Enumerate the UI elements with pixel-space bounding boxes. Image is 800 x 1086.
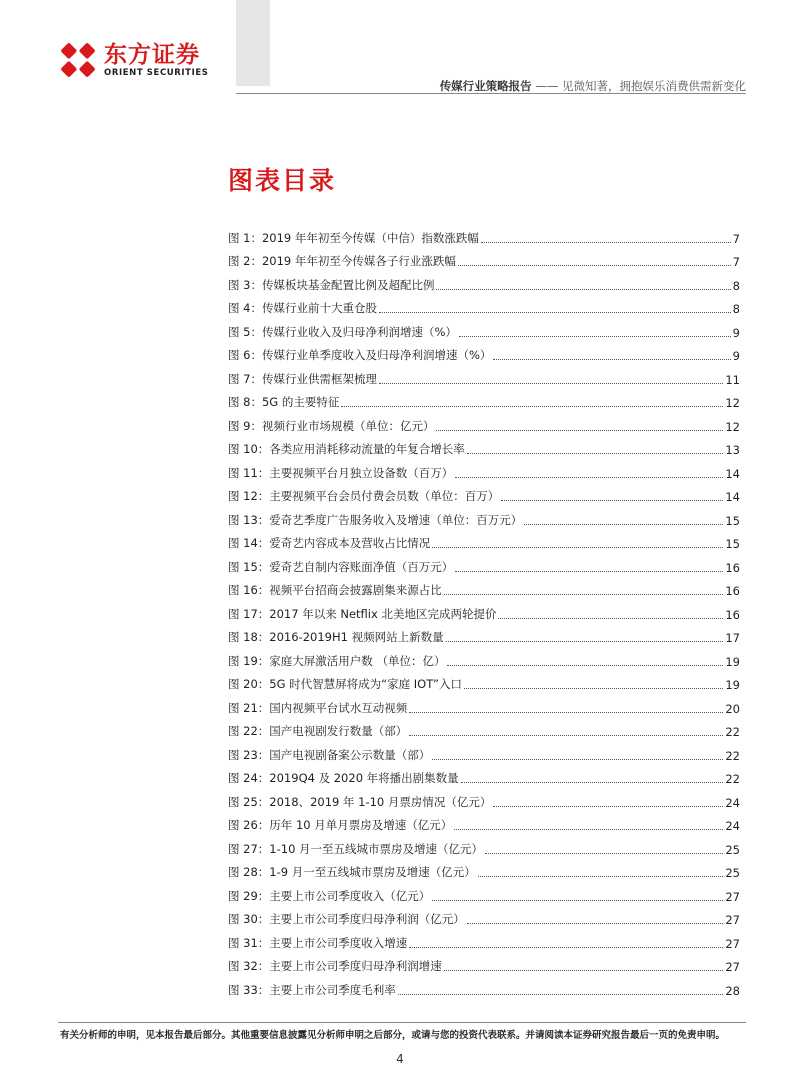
toc-entry[interactable] bbox=[228, 880, 740, 904]
toc-entry-number: 图 16： bbox=[228, 583, 270, 597]
toc-entry-number: 图 25： bbox=[228, 794, 270, 809]
toc-entry-title: 1-9 月一至五线城市票房及增速（亿元） bbox=[269, 865, 476, 879]
toc-entry-number: 图 5： bbox=[228, 324, 262, 339]
toc-entry-number: 图 8： bbox=[228, 395, 262, 409]
toc-entry-number: 图 15： bbox=[228, 559, 270, 574]
toc-entry-number: 图 18： bbox=[228, 630, 270, 644]
toc-entry-number: 图 26： bbox=[228, 818, 270, 832]
toc-entry-title: 视频行业市场规模（单位：亿元） bbox=[261, 418, 435, 433]
toc-entry[interactable] bbox=[228, 293, 740, 317]
toc-entry-number: 图 17： bbox=[228, 606, 270, 621]
toc-entry-page: 25 bbox=[725, 866, 740, 880]
toc-entry[interactable] bbox=[228, 645, 740, 669]
header-grey-block bbox=[236, 0, 270, 86]
toc-entry-title: 主要上市公司季度毛利率 bbox=[269, 982, 396, 997]
toc-entry-number: 图 24： bbox=[228, 771, 270, 785]
toc-entry-page: 12 bbox=[725, 396, 740, 410]
toc-entry-page: 27 bbox=[725, 960, 740, 974]
toc-entry-number: 图 7： bbox=[228, 371, 262, 386]
toc-entry-title: 历年 10 月单月票房及增速（亿元） bbox=[269, 818, 453, 832]
toc-entry-page: 22 bbox=[725, 725, 740, 739]
toc-dot-leader bbox=[379, 312, 731, 313]
toc-entry-number: 图 2： bbox=[228, 254, 262, 268]
toc-entry-title: 主要视频平台月独立设备数（百万） bbox=[269, 465, 454, 480]
toc-entry-title: 传媒板块基金配置比例及超配比例 bbox=[261, 277, 435, 292]
toc-entry[interactable] bbox=[228, 598, 740, 622]
toc-entry-title: 传媒行业前十大重仓股 bbox=[261, 301, 377, 315]
toc-dot-leader bbox=[498, 618, 723, 619]
toc-entry[interactable] bbox=[228, 974, 740, 998]
toc-dot-leader bbox=[467, 453, 724, 454]
toc-entry-title: 5G 时代智慧屏将成为“家庭 IOT”入口 bbox=[269, 677, 462, 691]
toc-entry-page: 20 bbox=[725, 701, 740, 716]
toc-entry-title: 传媒行业收入及归母净利润增速（%） bbox=[261, 324, 457, 339]
logo-chinese-name: 东方证券 bbox=[104, 41, 200, 68]
toc-dot-leader bbox=[524, 524, 723, 525]
toc-entry-number: 图 6： bbox=[228, 348, 262, 362]
toc-entry[interactable] bbox=[228, 810, 740, 834]
toc-dot-leader bbox=[341, 406, 723, 407]
toc-entry[interactable] bbox=[228, 692, 740, 716]
toc-entry-number: 图 9： bbox=[228, 418, 262, 433]
toc-dot-leader bbox=[467, 923, 724, 924]
toc-entry[interactable] bbox=[228, 622, 740, 646]
toc-entry-title: 主要上市公司季度归母净利润增速 bbox=[269, 959, 442, 973]
toc-entry-number: 图 20： bbox=[228, 677, 270, 691]
toc-entry-number: 图 19： bbox=[228, 653, 270, 668]
toc-entry[interactable] bbox=[228, 716, 740, 740]
toc-entry-page: 28 bbox=[725, 983, 740, 998]
toc-entry-title: 2018、2019 年 1-10 月票房情况（亿元） bbox=[269, 794, 492, 809]
toc-entry-page: 9 bbox=[732, 349, 740, 363]
toc-entry-page: 22 bbox=[725, 772, 740, 786]
toc-entry-title: 爱奇艺季度广告服务收入及增速（单位：百万元） bbox=[269, 512, 523, 527]
toc-entry[interactable] bbox=[228, 363, 740, 387]
toc-entry[interactable] bbox=[228, 927, 740, 951]
toc-entry-number: 图 23： bbox=[228, 747, 270, 762]
toc-entry-page: 8 bbox=[732, 302, 740, 316]
toc-entry[interactable] bbox=[228, 739, 740, 763]
toc-entry-title: 传媒行业单季度收入及归母净利润增速（%） bbox=[261, 348, 492, 362]
toc-entry-page: 16 bbox=[725, 560, 740, 575]
toc-dot-leader bbox=[436, 289, 730, 290]
toc-dot-leader bbox=[485, 853, 723, 854]
toc-entry[interactable] bbox=[228, 434, 740, 458]
toc-entry-number: 图 27： bbox=[228, 841, 270, 856]
toc-entry-page: 7 bbox=[732, 255, 740, 269]
report-type: 传媒行业策略报告 bbox=[439, 79, 532, 93]
toc-entry-number: 图 29： bbox=[228, 888, 270, 903]
toc-entry-title: 主要上市公司季度收入增速 bbox=[269, 935, 408, 950]
toc-entry-number: 图 22： bbox=[228, 724, 270, 738]
toc-entry-page: 14 bbox=[725, 466, 740, 481]
toc-entry-page: 9 bbox=[732, 325, 740, 340]
toc-entry[interactable] bbox=[228, 857, 740, 881]
toc-entry-title: 主要视频平台会员付费会员数（单位：百万） bbox=[269, 489, 500, 503]
toc-entry-page: 14 bbox=[725, 490, 740, 504]
toc-entry[interactable] bbox=[228, 763, 740, 787]
toc-entry-title: 视频平台招商会披露剧集来源占比 bbox=[269, 583, 442, 597]
toc-entry-page: 7 bbox=[732, 231, 740, 246]
toc-dot-leader bbox=[461, 782, 724, 783]
toc-entry-page: 16 bbox=[725, 607, 740, 622]
footer-disclaimer: 有关分析师的申明，见本报告最后部分。其他重要信息披露见分析师申明之后部分，或请与您的投资代表联系。并请阅读本证券研究报告最后一页的免责申明。 bbox=[60, 1030, 726, 1041]
toc-entry-number: 图 30： bbox=[228, 912, 270, 926]
header-divider bbox=[236, 93, 746, 94]
footer-divider bbox=[58, 1022, 746, 1023]
toc-entry[interactable] bbox=[228, 481, 740, 505]
toc-dot-leader bbox=[447, 665, 723, 666]
toc-entry-title: 2016-2019H1 视频网站上新数量 bbox=[269, 630, 444, 644]
toc-entry-title: 家庭大屏激活用户数 （单位：亿） bbox=[269, 653, 446, 668]
toc-entry-page: 27 bbox=[725, 936, 740, 951]
table-of-figures bbox=[228, 222, 740, 998]
toc-entry-title: 国产电视剧发行数量（部） bbox=[269, 724, 408, 738]
toc-entry-number: 图 21： bbox=[228, 700, 270, 715]
toc-entry[interactable] bbox=[228, 951, 740, 975]
toc-entry[interactable] bbox=[228, 457, 740, 481]
toc-dot-leader bbox=[432, 759, 723, 760]
toc-entry-page: 12 bbox=[725, 419, 740, 434]
toc-dot-leader bbox=[444, 594, 724, 595]
toc-entry-title: 国内视频平台试水互动视频 bbox=[269, 700, 408, 715]
toc-dot-leader bbox=[458, 265, 731, 266]
toc-entry-title: 爱奇艺内容成本及营收占比情况 bbox=[269, 536, 431, 550]
toc-entry-page: 27 bbox=[725, 913, 740, 927]
toc-entry-number: 图 3： bbox=[228, 277, 262, 292]
section-title: 图表目录 bbox=[228, 166, 337, 195]
toc-dot-leader bbox=[409, 735, 723, 736]
page-number: 4 bbox=[396, 1052, 404, 1066]
toc-entry-page: 15 bbox=[725, 513, 740, 528]
report-header-title bbox=[440, 78, 746, 94]
toc-entry-title: 2017 年以来 Netflix 北美地区完成两轮提价 bbox=[269, 606, 497, 621]
toc-entry-page: 8 bbox=[732, 278, 740, 293]
toc-dot-leader bbox=[493, 806, 723, 807]
toc-entry-number: 图 33： bbox=[228, 982, 270, 997]
toc-dot-leader bbox=[493, 359, 730, 360]
toc-entry-title: 2019Q4 及 2020 年将播出剧集数量 bbox=[269, 771, 459, 785]
toc-entry-number: 图 31： bbox=[228, 935, 270, 950]
toc-dot-leader bbox=[464, 688, 723, 689]
toc-entry-title: 5G 的主要特征 bbox=[261, 395, 340, 409]
toc-entry-title: 主要上市公司季度收入（亿元） bbox=[269, 888, 431, 903]
toc-entry[interactable] bbox=[228, 410, 740, 434]
toc-dot-leader bbox=[432, 900, 723, 901]
toc-entry-page: 17 bbox=[725, 631, 740, 645]
toc-dot-leader bbox=[398, 994, 724, 995]
toc-entry[interactable] bbox=[228, 786, 740, 810]
toc-entry-number: 图 10： bbox=[228, 442, 270, 456]
report-subtitle: —— 见微知著，拥抱娱乐消费供需新变化 bbox=[535, 79, 746, 93]
toc-entry[interactable] bbox=[228, 269, 740, 293]
toc-entry-page: 24 bbox=[725, 795, 740, 810]
toc-dot-leader bbox=[455, 477, 723, 478]
toc-entry[interactable] bbox=[228, 904, 740, 928]
toc-entry-title: 传媒行业供需框架梳理 bbox=[261, 371, 377, 386]
toc-entry-number: 图 13： bbox=[228, 512, 270, 527]
toc-entry-number: 图 14： bbox=[228, 536, 270, 550]
toc-entry-number: 图 32： bbox=[228, 959, 270, 973]
toc-entry-page: 19 bbox=[725, 678, 740, 692]
toc-entry[interactable] bbox=[228, 340, 740, 364]
toc-entry[interactable] bbox=[228, 222, 740, 246]
toc-entry[interactable] bbox=[228, 504, 740, 528]
toc-entry[interactable] bbox=[228, 551, 740, 575]
toc-dot-leader bbox=[379, 383, 723, 384]
toc-entry-title: 2019 年年初至今传媒（中信）指数涨跌幅 bbox=[261, 230, 479, 245]
toc-dot-leader bbox=[446, 641, 724, 642]
toc-entry[interactable] bbox=[228, 575, 740, 599]
logo-english-name: ORIENT SECURITIES bbox=[104, 67, 209, 78]
toc-entry-page: 11 bbox=[725, 372, 740, 387]
toc-entry-page: 19 bbox=[725, 654, 740, 669]
toc-entry-title: 国产电视剧备案公示数量（部） bbox=[269, 747, 431, 762]
toc-entry[interactable] bbox=[228, 669, 740, 693]
toc-entry-title: 主要上市公司季度归母净利润（亿元） bbox=[269, 912, 465, 926]
toc-dot-leader bbox=[409, 712, 723, 713]
toc-entry-page: 24 bbox=[725, 819, 740, 833]
toc-dot-leader bbox=[455, 571, 723, 572]
toc-dot-leader bbox=[481, 242, 731, 243]
toc-entry-number: 图 12： bbox=[228, 489, 270, 503]
toc-entry[interactable] bbox=[228, 528, 740, 552]
toc-entry[interactable] bbox=[228, 316, 740, 340]
toc-dot-leader bbox=[409, 947, 723, 948]
toc-entry-title: 1-10 月一至五线城市票房及增速（亿元） bbox=[269, 841, 484, 856]
toc-entry-number: 图 28： bbox=[228, 865, 270, 879]
toc-dot-leader bbox=[454, 829, 723, 830]
toc-entry-page: 25 bbox=[725, 842, 740, 857]
toc-entry-title: 爱奇艺自制内容账面净值（百万元） bbox=[269, 559, 454, 574]
toc-dot-leader bbox=[501, 500, 723, 501]
toc-entry-page: 27 bbox=[725, 889, 740, 904]
toc-dot-leader bbox=[444, 970, 724, 971]
toc-dot-leader bbox=[432, 547, 723, 548]
orient-logo-icon bbox=[58, 40, 98, 80]
toc-entry-page: 13 bbox=[725, 443, 740, 457]
toc-entry-title: 2019 年年初至今传媒各子行业涨跌幅 bbox=[261, 254, 456, 268]
toc-entry[interactable] bbox=[228, 833, 740, 857]
toc-dot-leader bbox=[459, 336, 731, 337]
toc-entry[interactable] bbox=[228, 246, 740, 270]
toc-entry-number: 图 11： bbox=[228, 465, 270, 480]
toc-entry-number: 图 4： bbox=[228, 301, 262, 315]
toc-entry-title: 各类应用消耗移动流量的年复合增长率 bbox=[269, 442, 465, 456]
toc-entry[interactable] bbox=[228, 387, 740, 411]
toc-dot-leader bbox=[478, 876, 724, 877]
company-logo bbox=[58, 40, 208, 80]
toc-entry-number: 图 1： bbox=[228, 230, 262, 245]
toc-entry-page: 22 bbox=[725, 748, 740, 763]
toc-dot-leader bbox=[436, 430, 723, 431]
toc-entry-page: 16 bbox=[725, 584, 740, 598]
toc-entry-page: 15 bbox=[725, 537, 740, 551]
